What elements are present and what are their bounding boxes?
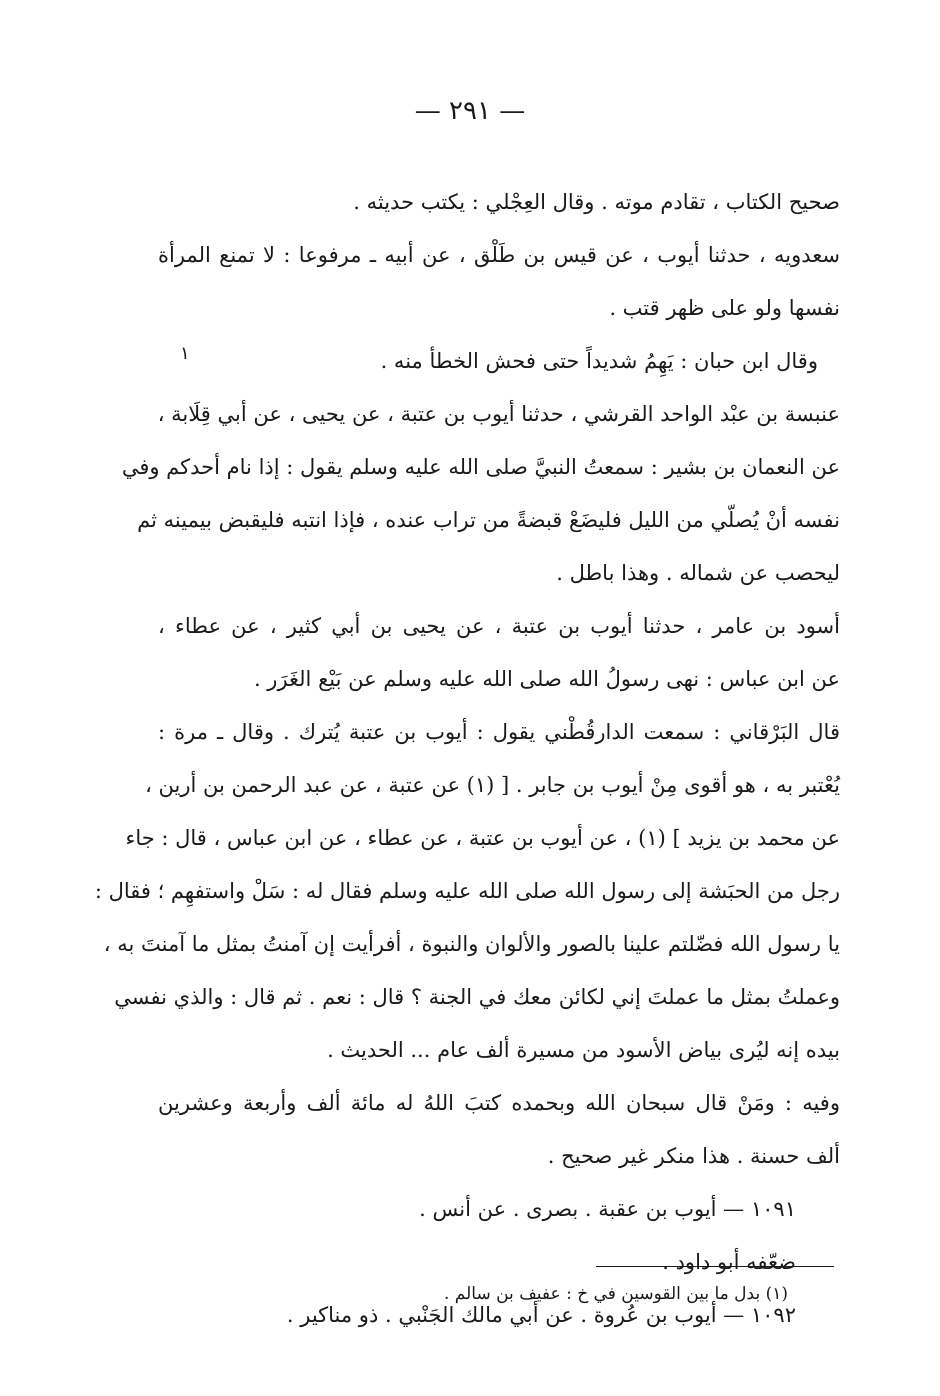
text-line: صحيح الكتاب ، تقادم موته . وقال العِجْلي : يكتب حديثه . — [353, 190, 840, 214]
text-line: وعملتُ بمثل ما عملتَ إني لكائن معك في الجنة ؟ قال : نعم . ثم قال : والذي نفسي — [114, 985, 840, 1009]
text-line: عنبسة بن عبْد الواحد القرشي ، حدثنا أيوب بن عتبة ، عن يحيى ، عن أبي قِلَابة ، — [157, 402, 840, 426]
footnote: (١) بدل ما بين القوسين في خ : عفيف بن سالم . — [443, 1284, 788, 1304]
text-line: عن النعمان بن بشير : سمعتُ النبيَّ صلى الله عليه وسلم يقول : إذا نام أحدكم وفي — [121, 455, 840, 479]
text-line: وفيه : ومَنْ قال سبحان الله وبحمده كتبَ اللهُ له مائة ألف وأربعة وعشرين — [158, 1091, 840, 1115]
margin-mark: ١ — [180, 343, 190, 364]
entry-heading-1091: ١٠٩١ — أيوب بن عقبة . بصرى . عن أنس . — [419, 1197, 796, 1221]
text-line: عن ابن عباس : نهى رسولُ الله صلى الله عليه وسلم عن بَيْع الغَرَر . — [253, 667, 840, 691]
text-line: بيده إنه ليُرى بياض الأسود من مسيرة ألف عام ... الحديث . — [327, 1038, 840, 1062]
text-line: عن محمد بن يزيد ] (١) ، عن أيوب بن عتبة ، عن عطاء ، عن ابن عباس ، قال : جاء — [125, 826, 840, 850]
text-line: يا رسول الله فضّلتم علينا بالصور والألوان والنبوة ، أفرأيت إن آمنتُ بمثل ما آمنتَ به ، — [103, 932, 840, 956]
text-line: سعدويه ، حدثنا أيوب ، عن قيس بن طَلْق ، عن أبيه ـ مرفوعا : لا تمنع المرأة — [158, 243, 840, 267]
text-line: ليحصب عن شماله . وهذا باطل . — [556, 561, 840, 585]
text-line: ضعّفه أبو داود . — [662, 1250, 796, 1274]
text-line: قال البَرْقاني : سمعت الدارقُطْني يقول : أيوب بن عتبة يُترك . وقال ـ مرة : — [158, 720, 840, 744]
entry-heading-1092: ١٠٩٢ — أيوب بن عُروة . عن أبي مالك الجَنْبي . ذو مناكير . — [286, 1303, 796, 1327]
text-line: نفسها ولو على ظهر قتب . — [609, 296, 840, 320]
text-line: وقال ابن حبان : يَهِمُ شديداً حتى فحش الخطأ منه . — [380, 349, 818, 373]
footnote-divider — [596, 1266, 834, 1267]
text-line: يُعْتبر به ، هو أقوى مِنْ أيوب بن جابر . [ (١) عن عتبة ، عن عبد الرحمن بن أرين ، — [145, 773, 840, 797]
text-line: ألف حسنة . هذا منكر غير صحيح . — [547, 1144, 840, 1168]
page-number: — ٢٩١ — — [414, 96, 526, 126]
text-line: نفسه أنْ يُصلّي من الليل فليضَعْ قبضةً من تراب عنده ، فإذا انتبه فليقبض بيمينه ثم — [137, 508, 840, 532]
text-line: رجل من الحبَشة إلى رسول الله صلى الله عليه وسلم فقال له : سَلْ واستفهِم ؛ فقال : — [94, 879, 840, 903]
text-line: أسود بن عامر ، حدثنا أيوب بن عتبة ، عن يحيى بن أبي كثير ، عن عطاء ، — [158, 614, 840, 638]
body-text — [94, 176, 840, 1342]
